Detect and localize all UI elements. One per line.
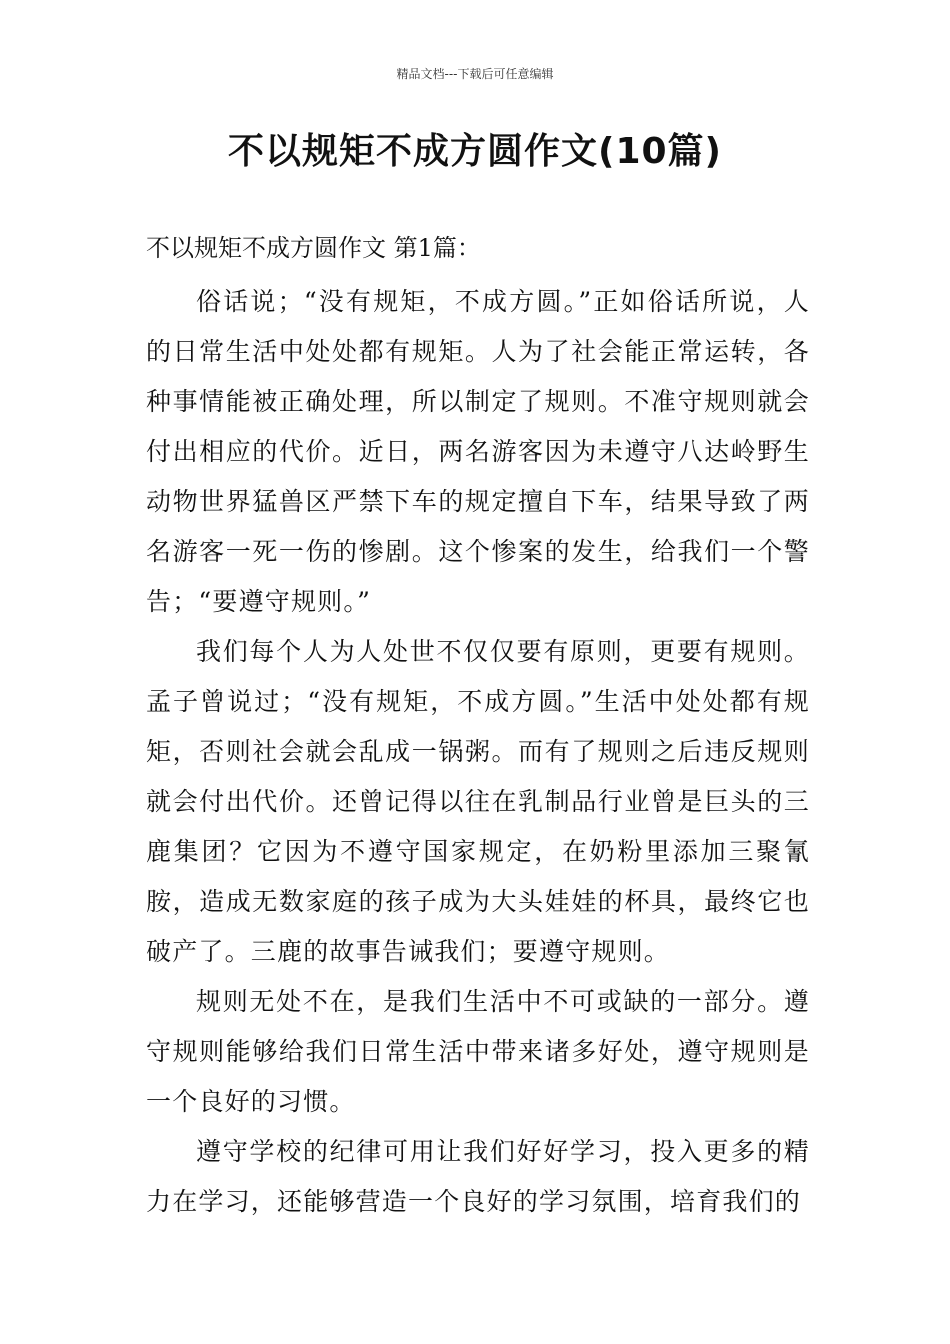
article-body [146,277,810,1227]
paragraph: 我们每个人为人处世不仅仅要有原则，更要有规则。孟子曾说过；“没有规矩，不成方圆。”生活中处处都有规矩，否则社会就会乱成一锅粥。而有了规则之后违反规则就会付出代价。还曾记得以往在乳制品行业曾是巨头的三鹿集团？它因为不遵守国家规定，在奶粉里添加三聚氰胺，造成无数家庭的孩子成为大头娃娃的杯具，最终它也破产了。三鹿的故事告诫我们；要遵守规则。 [146,637,810,966]
header-note: 精品文档---下载后可任意编辑 [396,67,554,81]
document-title: 不以规矩不成方圆作文(10篇) [227,131,722,172]
paragraph: 遵守学校的纪律可用让我们好好学习，投入更多的精力在学习，还能够营造一个良好的学习氛围，培育我们的 [146,1137,810,1216]
paragraph: 规则无处不在，是我们生活中不可或缺的一部分。遵守规则能够给我们日常生活中带来诸多好处，遵守规则是一个良好的习惯。 [146,987,810,1116]
section-heading: 不以规矩不成方圆作文 第1篇： [146,234,481,262]
paragraph: 俗话说；“没有规矩，不成方圆。”正如俗话所说，人的日常生活中处处都有规矩。人为了社会能正常运转，各种事情能被正确处理，所以制定了规则。不准守规则就会付出相应的代价。近日，两名游客因为未遵守八达岭野生动物世界猛兽区严禁下车的规定擅自下车，结果导致了两名游客一死一伤的惨剧。这个惨案的发生，给我们一个警告；“要遵守规则。” [146,287,810,616]
